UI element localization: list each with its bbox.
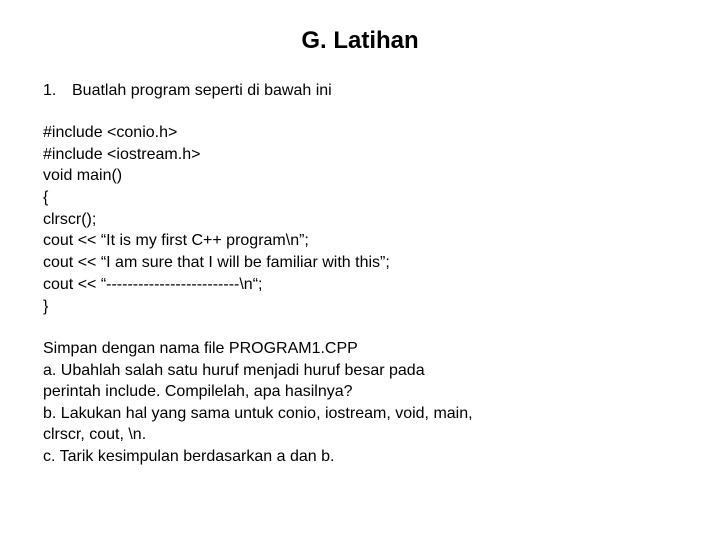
instruction-line: Simpan dengan nama file PROGRAM1.CPP xyxy=(43,340,358,357)
instruction-line: a. Ubahlah salah satu huruf menjadi huruf besar pada xyxy=(43,361,425,379)
code-line: cout << “It is my first C++ program\n”; xyxy=(43,232,309,250)
code-line: cout << “I am sure that I will be familiar with this”; xyxy=(43,254,390,272)
instruction-line: b. Lakukan hal yang sama untuk conio, iostream, void, main, xyxy=(43,404,473,422)
code-line: { xyxy=(43,189,49,207)
task-text: Buatlah program seperti di bawah ini xyxy=(72,82,332,99)
code-line: #include <iostream.h> xyxy=(43,145,201,163)
instruction-line: c. Tarik kesimpulan berdasarkan a dan b. xyxy=(43,447,335,465)
code-block xyxy=(43,122,390,317)
code-line: void main() xyxy=(43,167,123,185)
instruction-line: perintah include. Compilelah, apa hasilnya? xyxy=(43,383,353,400)
task-item xyxy=(43,80,332,102)
code-line: } xyxy=(43,297,49,315)
task-number: 1. xyxy=(43,82,57,99)
instructions xyxy=(43,338,473,467)
slide-title-text: G. Latihan xyxy=(301,27,419,54)
code-line: clrscr(); xyxy=(43,210,97,228)
code-line: cout << “-------------------------\n“; xyxy=(43,275,263,293)
code-line: #include <conio.h> xyxy=(43,124,178,141)
slide-title xyxy=(0,26,720,56)
instruction-line: clrscr, cout, \n. xyxy=(43,426,147,443)
